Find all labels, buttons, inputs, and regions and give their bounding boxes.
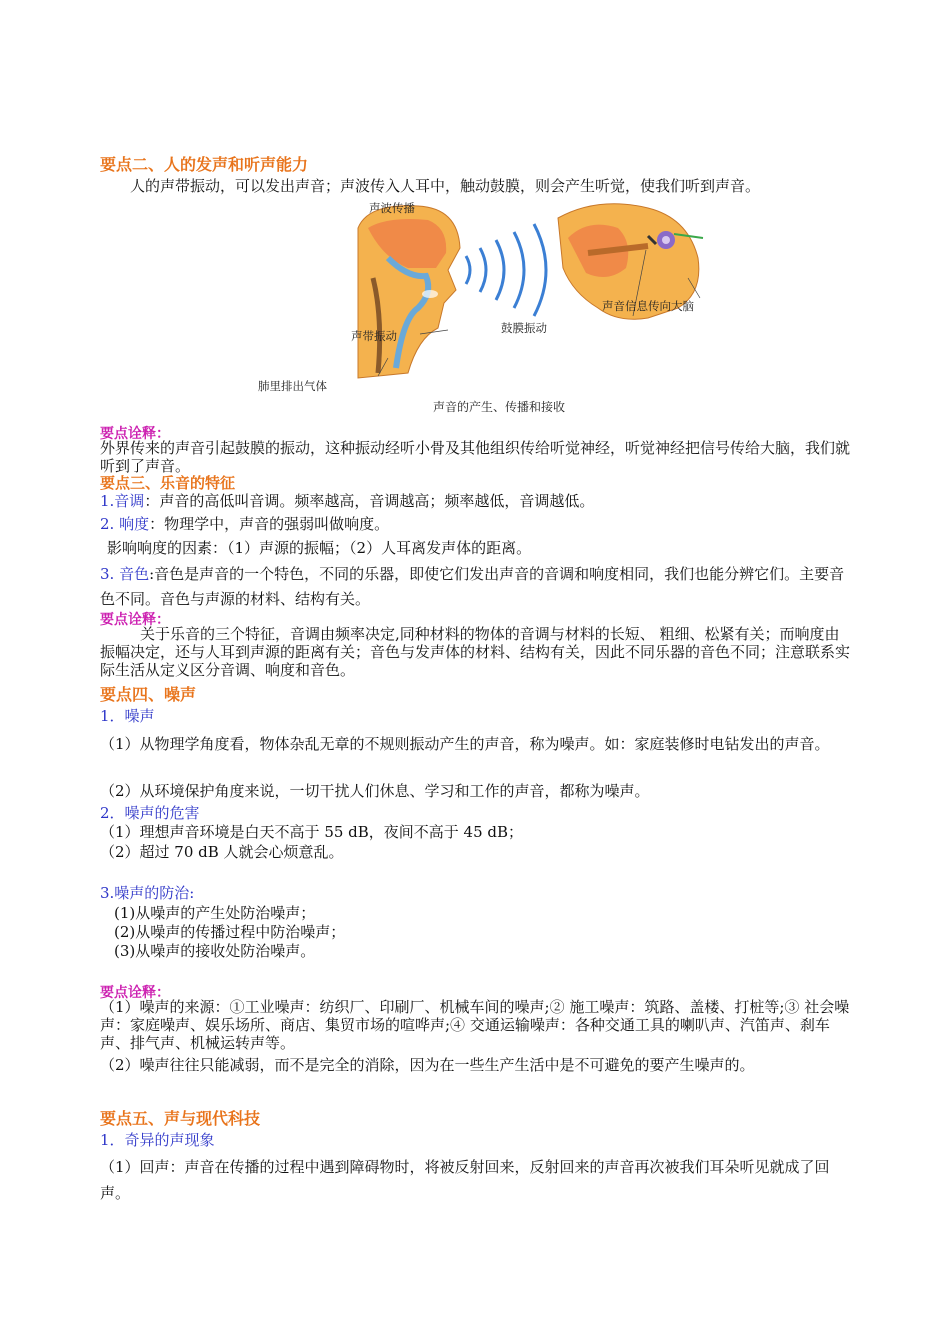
echo-definition: （1）回声：声音在传播的过程中遇到障碍物时，将被反射回来，反射回来的声音再次被我们耳朵听见就成了回声。 (100, 1158, 830, 1202)
control-item-3: (3)从噪声的接收处防治噪声。 (114, 942, 316, 960)
timbre-line (100, 562, 852, 612)
loudness-factors: 影响响度的因素：（1）声源的振幅；（2）人耳离发声体的距离。 (107, 539, 532, 557)
section-title-music-features: 要点三、乐音的特征 (100, 474, 236, 492)
subheading-noise: 1．噪声 (100, 707, 155, 725)
note-text: 关于乐音的三个特征，音调由频率决定,同种材料的物体的音调与材料的长短、 粗细、松紧有关；而响度由振幅决定，还与人耳到声源的距离有关；音色与发声体的材料、结构有关，因此不同乐器的音色不同；注意联系实际生活从定义区分音调、响度和音色。 (100, 625, 851, 679)
timbre-text: :音色是声音的一个特色，不同的乐器，即使它们发出声音的音调和响度相同，我们也能分辨它们。主要音色不同。音色与声源的材料、结构有关。 (100, 565, 845, 608)
section-title-voice-hearing: 要点二、人的发声和听声能力 (100, 155, 309, 174)
sound-production-figure (348, 198, 808, 420)
subheading-noise-hazard: 2．噪声的危害 (100, 804, 200, 822)
note-label: 要点诠释： (100, 985, 170, 1001)
section-title-sound-tech: 要点五、声与现代科技 (100, 1109, 261, 1128)
section-title-noise: 要点四、噪声 (100, 685, 197, 704)
sound-wave-icon (466, 224, 546, 316)
loudness-line (100, 513, 389, 535)
loudness-label: 2. 响度 (100, 515, 150, 533)
label-to-brain: 声音信息传向大脑 (602, 299, 694, 313)
hazard-item-2: （2）超过 70 dB 人就会心烦意乱。 (100, 843, 344, 861)
label-vocal-cord: 声带振动 (351, 329, 397, 343)
note-text: 外界传来的声音引起鼓膜的振动，这种振动经听小骨及其他组织传给听觉神经，听觉神经把信号传给大脑，我们就听到了声音。 (100, 439, 851, 475)
noise-sources: （1）噪声的来源：①工业噪声：纺织厂、印刷厂、机械车间的噪声;② 施工噪声：筑路、盖楼、打桩等;③ 社会噪声：家庭噪声、娱乐场所、商店、集贸市场的喧哗声;④ 交通运输噪声：各种交通工具的喇叭声、汽笛声、刹车声、排气声、机械运转声等。 (100, 998, 850, 1052)
control-item-2: (2)从噪声的传播过程中防治噪声； (114, 923, 346, 941)
note-label: 要点诠释： (100, 426, 170, 442)
control-item-1: (1)从噪声的产生处防治噪声； (114, 904, 316, 922)
label-lung-air: 肺里排出气体 (258, 379, 327, 393)
pitch-label: 1.音调 (100, 492, 145, 510)
loudness-text: ：物理学中，声音的强弱叫做响度。 (149, 515, 390, 533)
head-illustration (358, 206, 460, 378)
noise-reduction-note: （2）噪声往往只能减弱，而不是完全的消除，因为在一些生产生活中是不可避免的要产生噪声的。 (100, 1056, 755, 1074)
note-label: 要点诠释： (100, 612, 170, 628)
hazard-item-1: （1）理想声音环境是白天不高于 55 dB，夜间不高于 45 dB； (100, 823, 524, 841)
label-eardrum: 鼓膜振动 (501, 321, 547, 335)
timbre-label: 3. 音色 (100, 565, 150, 583)
subheading-noise-control: 3.噪声的防治: (100, 884, 195, 902)
figure-caption: 声音的产生、传播和接收 (433, 400, 566, 414)
pitch-line (100, 490, 594, 512)
subheading-strange-sound: 1．奇异的声现象 (100, 1131, 215, 1149)
section-intro: 人的声带振动，可以发出声音；声波传入人耳中，触动鼓膜，则会产生听觉，使我们听到声音。 (130, 177, 761, 195)
pitch-text: ：声音的高低叫音调。频率越高，音调越高；频率越低，音调越低。 (144, 492, 595, 510)
noise-def-physics: （1）从物理学角度看，物体杂乱无章的不规则振动产生的声音，称为噪声。如：家庭装修时电钻发出的声音。 (100, 735, 830, 753)
label-sound-wave: 声波传播 (369, 201, 415, 215)
noise-def-environment: （2）从环境保护角度来说，一切干扰人们休息、学习和工作的声音，都称为噪声。 (100, 782, 650, 800)
